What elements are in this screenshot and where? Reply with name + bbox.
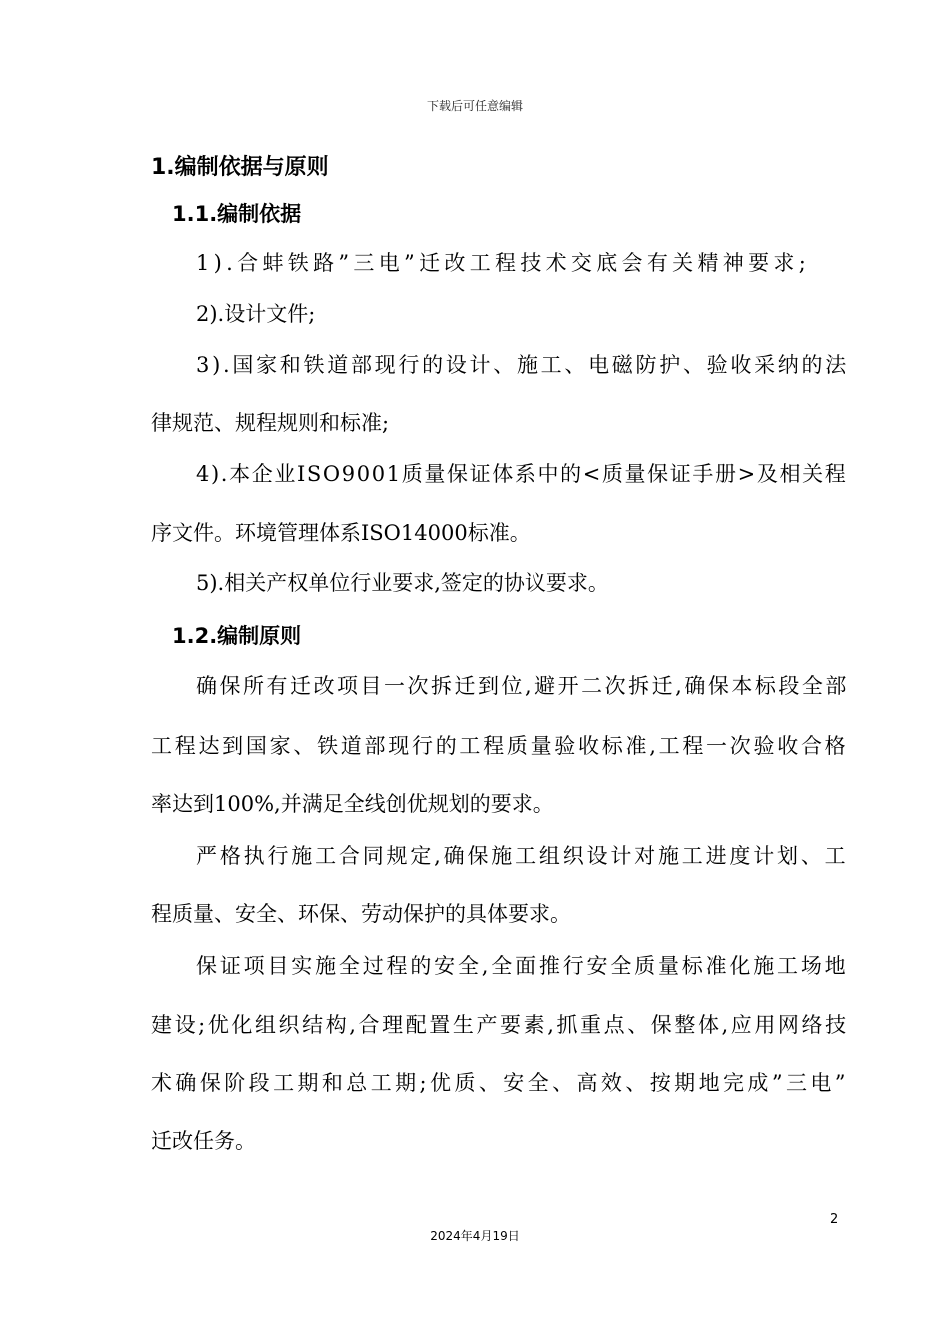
paragraph-line: 迁改任务。 [151, 1129, 256, 1153]
section-title: 1.编制依据与原则 [151, 155, 329, 180]
paragraph-line: 5).相关产权单位行业要求,签定的协议要求。 [196, 571, 609, 595]
paragraph-line: 2).设计文件; [196, 302, 316, 326]
paragraph-line: 率达到100%,并满足全线创优规划的要求。 [151, 792, 554, 816]
paragraph-line: 程质量、安全、环保、劳动保护的具体要求。 [151, 902, 571, 926]
page-header: 下载后可任意编辑 [426, 99, 523, 113]
page-number: 2 [830, 1212, 839, 1227]
paragraph-line: 严格执行施工合同规定,确保施工组织设计对施工进度计划、工 [196, 844, 849, 868]
paragraph-line: 术确保阶段工期和总工期;优质、安全、高效、按期地完成”三电” [151, 1071, 849, 1095]
paragraph-line: 律规范、规程规则和标准; [151, 411, 390, 435]
paragraph-line: 建设;优化组织结构,合理配置生产要素,抓重点、保整体,应用网络技 [151, 1013, 849, 1037]
subsection-title-basis: 1.1.编制依据 [172, 202, 302, 226]
paragraph-line: 保证项目实施全过程的安全,全面推行安全质量标准化施工场地 [196, 954, 849, 978]
paragraph-line: 1).合蚌铁路”三电”迁改工程技术交底会有关精神要求; [196, 251, 811, 275]
paragraph-line: 工程达到国家、铁道部现行的工程质量验收标准,工程一次验收合格 [151, 734, 849, 758]
subsection-title-principles: 1.2.编制原则 [172, 624, 302, 648]
paragraph-line: 4).本企业ISO9001质量保证体系中的<质量保证手册>及相关程 [196, 462, 848, 486]
paragraph-line: 序文件。环境管理体系ISO14000标准。 [151, 521, 531, 545]
paragraph-line: 3).国家和铁道部现行的设计、施工、电磁防护、验收采纳的法 [196, 353, 849, 377]
page-footer-date: 2024年4月19日 [430, 1229, 520, 1243]
paragraph-line: 确保所有迁改项目一次拆迁到位,避开二次拆迁,确保本标段全部 [196, 674, 849, 698]
